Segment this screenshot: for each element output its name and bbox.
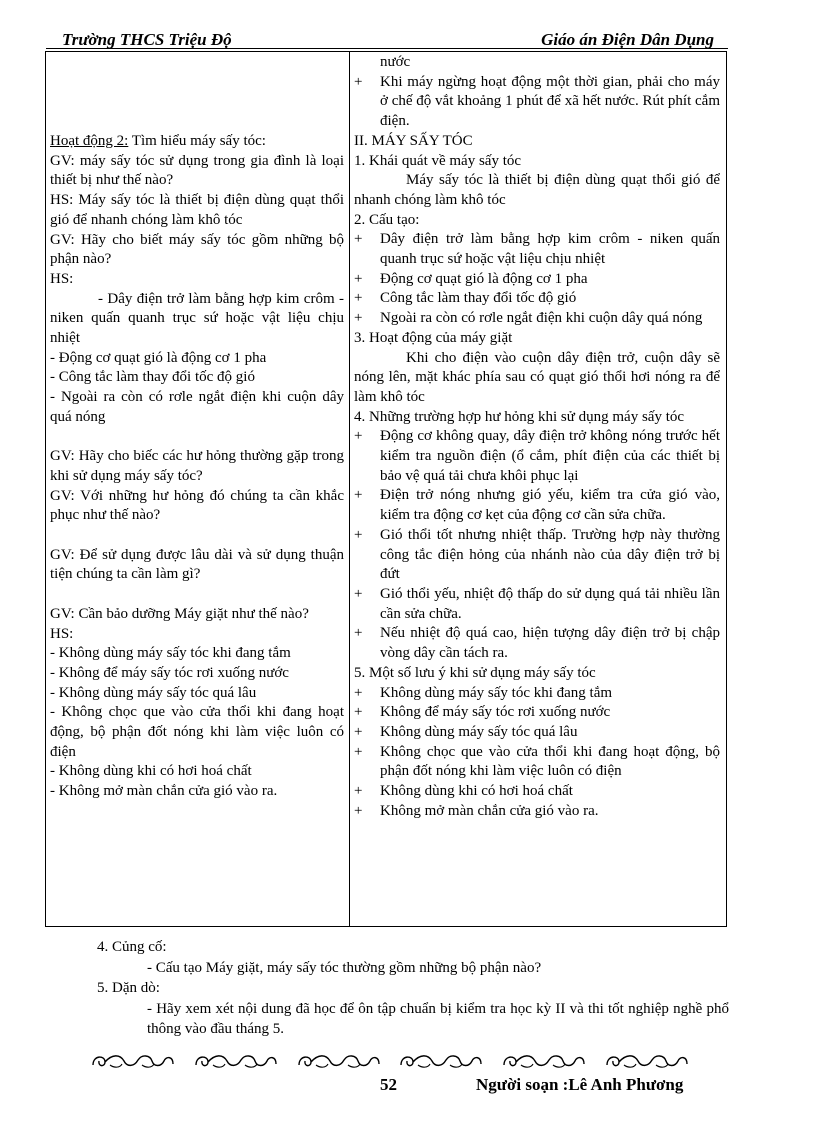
structure-item: + Động cơ quạt gió là động cơ 1 pha [354, 270, 588, 287]
hs-answer-2b: - Động cơ quạt gió là động cơ 1 pha [50, 349, 267, 366]
hs-label: HS: [50, 270, 74, 287]
section-heading: II. MÁY SẤY TÓC [354, 132, 473, 149]
ornament-icon [398, 1052, 484, 1070]
care-item: - Không dùng máy sấy tóc quá lâu [50, 684, 257, 701]
activity-heading: Hoạt động 2: Tìm hiểu máy sấy tóc: [50, 133, 266, 149]
subsection-2: 2. Cấu tạo: [354, 211, 420, 228]
fault-item: + Nếu nhiệt độ quá cao, hiện tượng dây điện trở bị chập vòng dây cần tách ra. [354, 625, 720, 662]
gv-question-4: GV: Với những hư hỏng đó chúng ta cần khắc phục như thế nào? [50, 487, 344, 524]
care-item: - Không để máy sấy tóc rơi xuống nước [50, 664, 289, 681]
consolidate-question: - Cấu tạo Máy giặt, máy sấy tóc thường gồm những bộ phận nào? [147, 959, 542, 976]
hs-answer-2d: - Ngoài ra còn có rơle ngắt điện khi cuộn dây quá nóng [50, 389, 344, 425]
subject-title: Giáo án Điện Dân Dụng [541, 30, 714, 49]
decorative-border [90, 1052, 690, 1070]
bullet-item: + Khi máy ngừng hoạt động một thời gian, phải cho máy ở chế độ vắt khoảng 1 phút để xã hết nước. Rút phít cắm điện. [354, 73, 720, 130]
gv-question-5: GV: Để sử dụng được lâu dài và sử dụng thuận tiện chúng ta cần làm gì? [50, 546, 344, 583]
care-item: - Không chọc que vào cửa thổi khi đang hoạt động, bộ phận đốt nóng khi làm việc luôn có điện [50, 704, 344, 760]
gv-question-1: GV: máy sấy tóc sử dụng trong gia đình là loại thiết bị như thế nào? [50, 152, 344, 189]
continued-text: nước [380, 54, 411, 70]
page-number: 52 [380, 1075, 397, 1094]
ornament-icon [604, 1052, 690, 1070]
ornament-icon [501, 1052, 587, 1070]
structure-item: + Dây điện trở làm bằng hợp kim crôm - niken quấn quanh trục sứ hoặc vật liệu chịu nhiệt [354, 231, 720, 268]
note-item: + Không dùng máy sấy tóc khi đang tắm [354, 684, 613, 701]
homework-text: - Hãy xem xét nội dung đã học để ôn tập chuẩn bị kiểm tra học kỳ II và thi tốt nghiệp nghề phổ thông vào đầu tháng 5. [147, 1000, 729, 1037]
note-item: + Không chọc que vào cửa thổi khi đang hoạt động, bộ phận đốt nóng khi làm việc luôn có điện [354, 743, 720, 780]
care-item: - Không mở màn chắn cửa gió vào ra. [50, 783, 278, 800]
care-item: - Không dùng máy sấy tóc khi đang tắm [50, 645, 291, 662]
subsection-4: 4. Những trường hợp hư hỏng khi sử dụng máy sấy tóc [354, 408, 685, 425]
gv-question-6: GV: Cần bảo dưỡng Máy giặt như thế nào? [50, 605, 309, 622]
overview-text: Máy sấy tóc là thiết bị điện dùng quạt thổi gió để nhanh chóng làm khô tóc [354, 172, 720, 208]
note-item: + Không mở màn chắn cửa gió vào ra. [354, 802, 599, 819]
fault-item: + Gió thổi yếu, nhiệt độ thấp do sử dụng quá tải nhiều lần cần sửa chữa. [354, 585, 720, 622]
ornament-icon [296, 1052, 382, 1070]
care-item: - Không dùng khi có hơi hoá chất [50, 763, 252, 780]
gv-question-3: GV: Hãy cho biếc các hư hỏng thường gặp trong khi sử dụng máy sấy tóc? [50, 448, 344, 484]
ornament-icon [90, 1052, 176, 1070]
structure-item: + Ngoài ra còn có rơle ngắt điện khi cuộn dây quá nóng [354, 310, 703, 327]
operation-text: Khi cho điện vào cuộn dây điện trở, cuộn dây sẽ nóng lên, mặt khác phía sau có quạt gió thổi hơi nóng ra để làm khô tóc [354, 349, 720, 405]
column-divider [349, 52, 350, 926]
header-rule [46, 48, 728, 49]
subsection-3: 3. Hoạt động của máy giặt [354, 329, 513, 346]
fault-item: + Điện trở nóng nhưng gió yếu, kiểm tra cửa gió vào, kiểm tra động cơ kẹt của động cơ cần sửa chữa. [354, 487, 720, 524]
fault-item: + Động cơ không quay, dây điện trở không nóng trước hết kiểm tra nguồn điện (ổ cắm, phít điện của các thiết bị bảo vệ quá tải chưa khôi phục lại [354, 428, 720, 484]
ornament-icon [193, 1052, 279, 1070]
hs-answer-2c: - Công tắc làm thay đổi tốc độ gió [50, 369, 255, 386]
hs-label-2: HS: [50, 625, 74, 642]
teacher-student-column [50, 132, 344, 802]
lesson-wrapup [97, 937, 729, 1040]
gv-question-2: GV: Hãy cho biết máy sấy tóc gồm những bộ phận nào? [50, 231, 344, 268]
consolidate-heading: 4. Củng cố: [97, 939, 167, 955]
note-item: + Không dùng máy sấy tóc quá lâu [354, 723, 578, 740]
note-item: + Không dùng khi có hơi hoá chất [354, 783, 573, 800]
lesson-table [45, 51, 727, 927]
content-column [354, 53, 720, 821]
hs-answer-1: HS: Máy sấy tóc là thiết bị điện dùng quạt thổi gió để nhanh chóng làm khô tóc [50, 192, 344, 228]
fault-item: + Gió thổi tốt nhưng nhiệt thấp. Trường hợp này thường công tắc điện hỏng của nhánh nào của dây điện trở bị đứt [354, 526, 720, 583]
subsection-1: 1. Khái quát về máy sấy tóc [354, 152, 522, 169]
hs-answer-2a: - Dây điện trở làm bằng hợp kim crôm - niken quấn quanh trục sứ hoặc vật liệu chịu nhiệt [50, 290, 344, 347]
note-item: + Không để máy sấy tóc rơi xuống nước [354, 704, 611, 721]
school-name: Trường THCS Triệu Độ [62, 30, 232, 49]
page-footer [0, 1075, 816, 1099]
author-credit: Người soạn :Lê Anh Phương [476, 1075, 684, 1094]
homework-heading: 5. Dặn dò: [97, 980, 160, 996]
structure-item: + Công tắc làm thay đổi tốc độ gió [354, 290, 577, 307]
subsection-5: 5. Một số lưu ý khi sử dụng máy sấy tóc [354, 664, 596, 681]
